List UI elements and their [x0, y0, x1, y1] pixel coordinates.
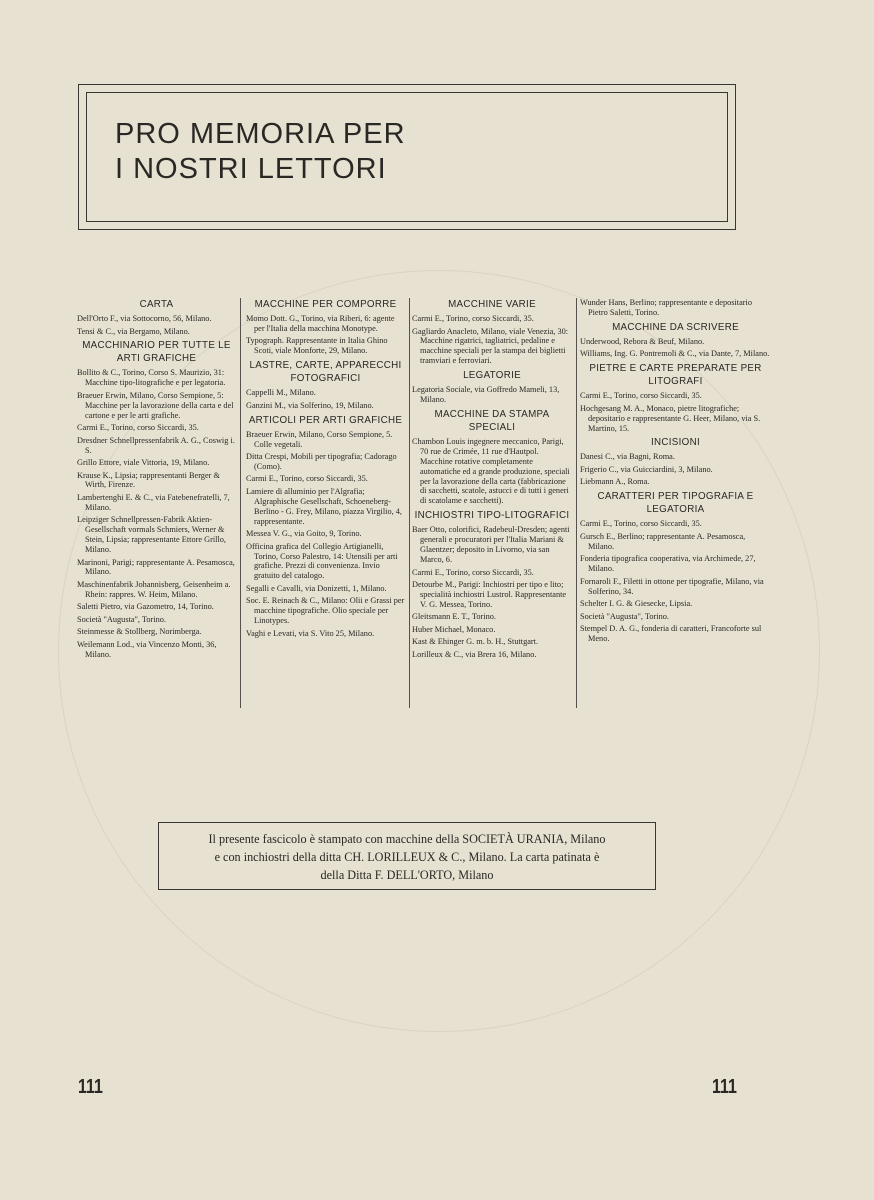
directory-entry: Soc. E. Reinach & C., Milano: Olii e Grassi per macchine tipografiche. Olio speciale per Linotypes.: [246, 596, 405, 626]
section-heading: CARTA: [139, 299, 174, 310]
title-inner-frame: [86, 92, 728, 222]
printer-note-line-3: della Ditta F. DELL'ORTO, Milano: [320, 868, 494, 882]
directory-columns: [77, 298, 771, 708]
section-heading: MACCHINE VARIE: [448, 299, 536, 310]
page-number-right: 111: [712, 1076, 737, 1098]
title-line-2: I NOSTRI LETTORI: [115, 153, 387, 185]
directory-entry: Huber Michael, Monaco.: [412, 624, 496, 634]
directory-entry: Ganzini M., via Solferino, 19, Milano.: [246, 400, 374, 410]
directory-entry: Lambertenghi E. & C., via Fatebenefratelli, 7, Milano.: [77, 492, 230, 512]
directory-entry: Carmi E., Torino, corso Siccardi, 35.: [580, 519, 702, 529]
title-box: [78, 84, 736, 230]
directory-entry: Steinmesse & Stollberg, Norimberga.: [77, 627, 202, 637]
section-heading: MACCHINE DA STAMPA SPECIALI: [434, 408, 550, 433]
directory-entry: Legatoria Sociale, via Goffredo Mameli, 13, Milano.: [412, 385, 560, 405]
printer-note-line-2: e con inchiostri della ditta CH. LORILLEUX & C., Milano. La carta patinata è: [214, 850, 600, 864]
section-heading: MACCHINE DA SCRIVERE: [612, 321, 739, 333]
directory-entry: Dresdner Schnellpressenfabrik A. G., Coswig i. S.: [77, 435, 235, 455]
directory-entry: Carmi E., Torino, corso Siccardi, 35.: [412, 567, 534, 577]
printer-note-box: [158, 822, 656, 890]
column-4: [577, 298, 771, 708]
directory-entry: Leipziger Schnellpressen-Fabrik Aktien-Gesellschaft vormals Schmiers, Werner & Stein, Lipsia; rappresentante Ettore Grillo, Milano.: [77, 515, 227, 555]
column-3: [410, 298, 577, 708]
section-heading: MACCHINE PER COMPORRE: [254, 299, 397, 310]
section-heading: INCHIOSTRI TIPO-LITOGRAFICI: [414, 510, 570, 522]
directory-entry: Hochgesang M. A., Monaco, pietre litografiche; depositario e rappresentante G. Heer, Milano, via S. Martino, 15.: [580, 403, 761, 433]
column-2: [244, 298, 410, 708]
directory-entry: Società "Augusta", Torino.: [77, 614, 166, 624]
directory-entry: Kast & Ehinger G. m. b. H., Stuttgart.: [412, 637, 539, 647]
directory-entry: Danesi C., via Bagni, Roma.: [580, 452, 675, 462]
directory-entry: Typograph. Rappresentante in Italia Ghino Scoti, viale Monforte, 29, Milano.: [246, 336, 388, 356]
directory-entry: Società "Augusta", Torino.: [580, 611, 669, 621]
directory-entry: Officina grafica del Collegio Artigianelli, Torino, Corso Palestro, 14: Utensili per arti grafiche. Prezzi di convenienza. Invio gratuito del catalogo.: [246, 541, 398, 581]
section-heading: MACCHINARIO PER TUTTE LE ARTI GRAFICHE: [82, 340, 231, 365]
section-heading: PIETRE E CARTE PREPARATE PER LITOGRAFI: [589, 363, 762, 388]
directory-entry: Gagliardo Anacleto, Milano, viale Venezia, 30: Macchine rigatrici, tagliatrici, pedaline e macchine speciali per la stampa dei biglietti tramviari e ferroviari.: [412, 326, 569, 366]
section-heading: CARATTERI PER TIPOGRAFIA E LEGATORIA: [597, 491, 754, 516]
directory-entry: Segalli e Cavalli, via Donizetti, 1, Milano.: [246, 583, 387, 593]
directory-entry: Carmi E., Torino, corso Siccardi, 35.: [412, 314, 534, 323]
directory-entry: Fonderia tipografica cooperativa, via Archimede, 27, Milano.: [580, 554, 756, 574]
section-heading: LASTRE, CARTE, APPARECCHI FOTOGRAFICI: [249, 360, 402, 385]
printer-note-line-1: Il presente fascicolo è stampato con macchine della SOCIETÀ URANIA, Milano: [208, 832, 606, 846]
directory-entry: Dell'Orto F., via Sottocorno, 56, Milano.: [77, 314, 212, 323]
directory-entry: Vaghi e Levati, via S. Vito 25, Milano.: [246, 628, 375, 638]
directory-entry: Gursch E., Berlino; rappresentante A. Pesamosca, Milano.: [580, 531, 746, 551]
page-number-left: 111: [78, 1076, 103, 1098]
page-title: [115, 117, 406, 187]
directory-entry: Fornaroli F., Filetti in ottone per tipografie, Milano, via Solferino, 34.: [580, 576, 764, 596]
directory-entry: Braeuer Erwin, Milano, Corso Sempione, 5: Macchine per la lavorazione della carta e del cartone e per le arti grafiche.: [77, 390, 234, 420]
directory-entry: Underwood, Rebora & Beuf, Milano.: [580, 336, 705, 346]
directory-entry: Baer Otto, colorifici, Radebeul-Dresden; agenti generali e procuratori per l'Italia Mariani & Glaentzer; deposito in Livorno, via san Marco, 6.: [412, 525, 570, 564]
title-line-1: PRO MEMORIA PER: [115, 118, 406, 150]
directory-entry: Liebmann A., Roma.: [580, 477, 650, 487]
column-1: [77, 298, 241, 708]
directory-entry: Momo Dott. G., Torino, via Riberi, 6: agente per l'Italia della macchina Monotype.: [246, 314, 395, 333]
directory-entry: Marinoni, Parigi; rappresentante A. Pesamosca, Milano.: [77, 557, 235, 577]
directory-entry: Chambon Louis ingegnere meccanico, Parigi, 70 rue de Crimée, 11 rue d'Hautpol. Macchine rotative completamente automatiche ed a grande produzione, speciali per la lavorazione della carta (fabbricazione di sacchetti, scatole, astucci e di tutti i generi di scatolame e sacchetti).: [412, 436, 570, 506]
directory-entry: Williams, Ing. G. Pontremoli & C., via Dante, 7, Milano.: [580, 349, 770, 359]
directory-entry: Stempel D. A. G., fonderia di caratteri, Francoforte sul Meno.: [580, 624, 762, 643]
directory-entry: Detourbe M., Parigi: Inchiostri per tipo e lito; specialità inchiostri Lustrol. Rappresentante V. G. Messea, Torino.: [412, 580, 567, 609]
directory-entry: Messea V. G., via Goito, 9, Torino.: [246, 529, 362, 539]
directory-entry: Lorilleux & C., via Brera 16, Milano.: [412, 649, 537, 659]
directory-entry: Gleitsmann E. T., Torino.: [412, 612, 496, 622]
directory-entry: Braeuer Erwin, Milano, Corso Sempione, 5. Colle vegetali.: [246, 429, 393, 449]
directory-entry: Maschinenfabrik Johannisberg, Geisenheim a. Rhein: rappres. W. Heim, Milano.: [77, 579, 231, 599]
directory-entry: Schelter I. G. & Giesecke, Lipsia.: [580, 599, 693, 609]
directory-entry: Weilemann Lod., via Vincenzo Monti, 36, Milano.: [77, 639, 217, 659]
directory-entry: Wunder Hans, Berlino; rappresentante e depositario Pietro Saletti, Torino.: [580, 298, 752, 317]
directory-entry: Carmi E., Torino, corso Siccardi, 35.: [77, 423, 199, 433]
directory-entry: Krause K., Lipsia; rappresentanti Berger & Wirth, Firenze.: [77, 470, 220, 490]
directory-entry: Frigerio C., via Guicciardini, 3, Milano.: [580, 464, 713, 474]
section-heading: ARTICOLI PER ARTI GRAFICHE: [248, 414, 403, 426]
directory-entry: Saletti Pietro, via Gazometro, 14, Torino.: [77, 602, 214, 612]
directory-entry: Cappelli M., Milano.: [246, 388, 316, 398]
section-heading: LEGATORIE: [463, 370, 521, 382]
directory-entry: Bollito & C., Torino, Corso S. Maurizio, 31: Macchine tipo-litografiche e per legatoria.: [77, 368, 226, 388]
directory-entry: Carmi E., Torino, corso Siccardi, 35.: [580, 391, 702, 401]
directory-entry: Carmi E., Torino, corso Siccardi, 35.: [246, 474, 368, 484]
directory-entry: Grillo Ettore, viale Vittoria, 19, Milano.: [77, 458, 210, 468]
directory-entry: Lamiere di alluminio per l'Algrafia; Algraphische Gesellschaft, Schoeneberg-Berlino - G. Frey, Milano, piazza Virgilio, 4, rappresentante.: [246, 486, 402, 526]
directory-entry: Tensi & C., via Bergamo, Milano.: [77, 326, 190, 336]
directory-entry: Ditta Crespi, Mobili per tipografia; Cadorago (Como).: [246, 452, 397, 471]
section-heading: INCISIONI: [651, 437, 700, 449]
